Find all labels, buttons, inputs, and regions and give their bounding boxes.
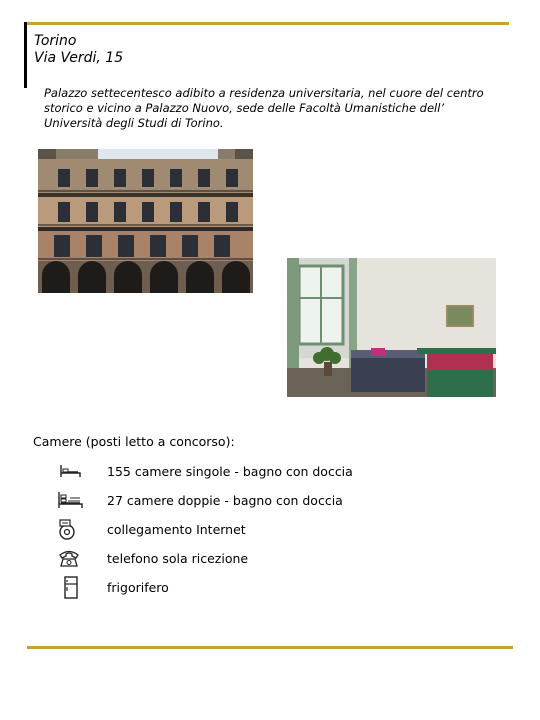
facade-photo <box>38 149 253 293</box>
feature-label: telefono sola ricezione <box>107 551 249 566</box>
feature-fridge <box>56 578 436 600</box>
fridge-icon <box>56 576 86 600</box>
telephone-icon <box>56 547 86 571</box>
rooms-heading: Camere (posti letto a concorso): <box>33 434 235 449</box>
feature-telephone <box>56 549 436 571</box>
feature-label: collegamento Internet <box>107 522 246 537</box>
left-rule <box>24 22 27 88</box>
bottom-rule <box>27 646 513 649</box>
residence-description: Palazzo settecentesco adibito a residenza universitaria, nel cuore del centro storico e vicino a Palazzo Nuovo, sede delle Facoltà Umanistiche dell’ Università degli Studi di Torino. <box>44 86 484 130</box>
feature-label: 27 camere doppie - bagno con doccia <box>107 493 343 508</box>
internet-icon <box>56 518 86 542</box>
feature-internet <box>56 520 436 542</box>
feature-label: frigorifero <box>107 580 169 595</box>
address-subtitle: Via Verdi, 15 <box>34 50 124 66</box>
city-title: Torino <box>34 33 77 49</box>
feature-double-rooms <box>56 491 436 513</box>
top-rule <box>26 22 509 25</box>
single-bed-icon <box>56 460 86 484</box>
double-bed-icon <box>56 489 86 513</box>
feature-single-rooms <box>56 462 436 484</box>
feature-label: 155 camere singole - bagno con doccia <box>107 464 353 479</box>
room-photo <box>287 258 496 397</box>
